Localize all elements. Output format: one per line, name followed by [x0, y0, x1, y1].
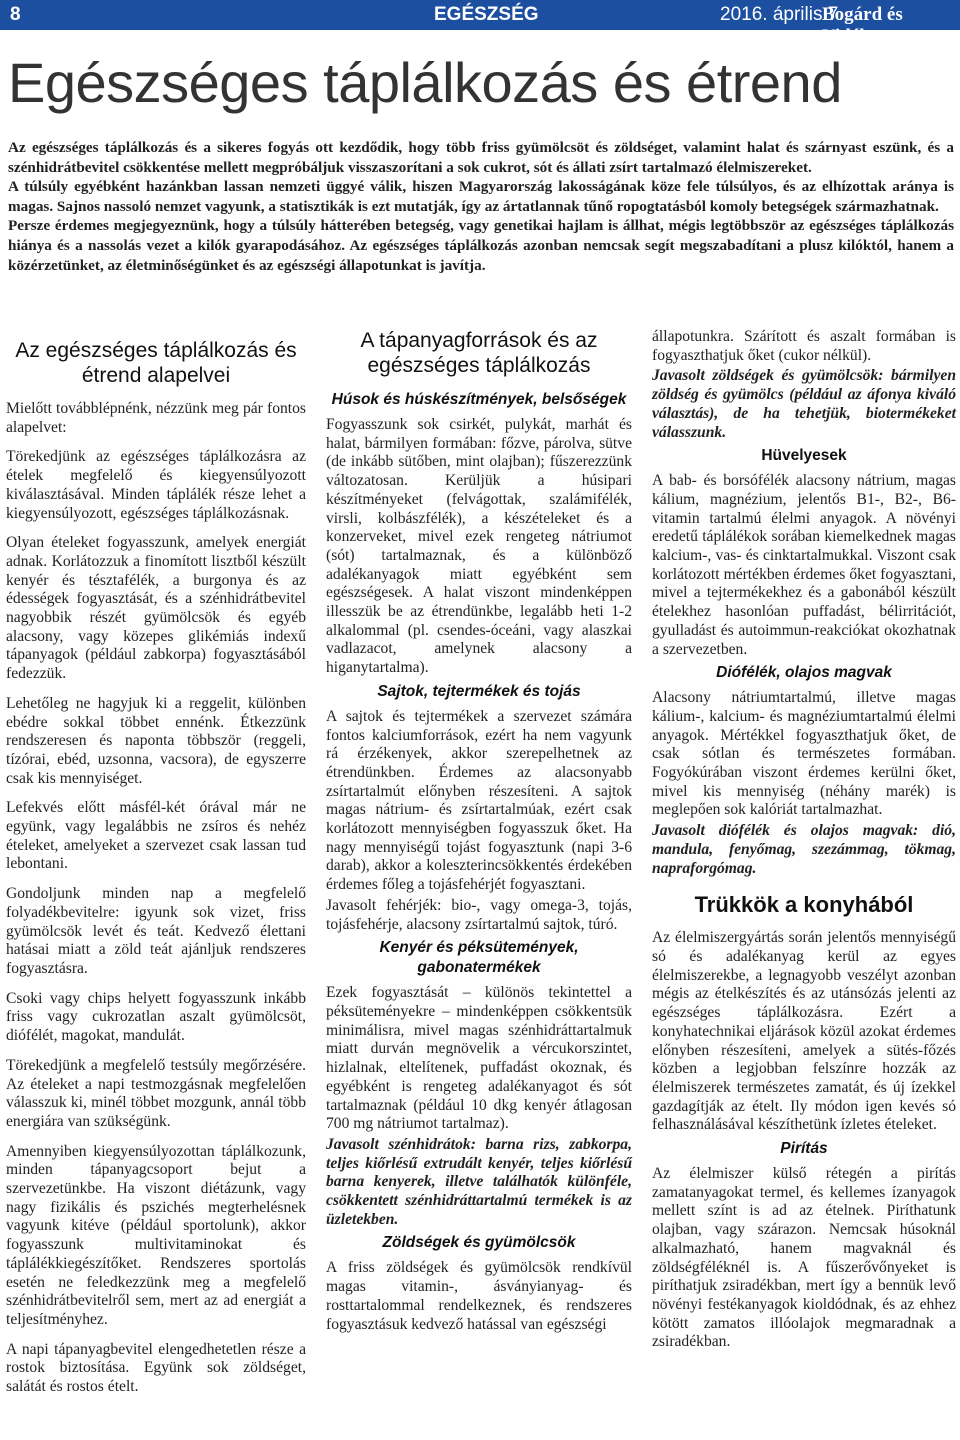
body-paragraph: Fogyasszunk sok csirkét, pulykát, marhát és halat, bármilyen formában: főzve, párolva, sütve (de inkább sütőben, mint olajban); fűszerezzünk változatosan. Kerüljük a húsipari készítményeket (felvágottak, szalámifélék, virsli, kolbászfélék), a készételeket és a konzerveket, mivel ezek rengeteg nátriumot (sót) tartalmaznak, és a különböző adalékanyagok miatt egyébként sem egészségesek. A halat viszont mindenképpen illesszük be az étrendünkbe, legalább heti 1-2 alkalommal (pl. csendes-óceáni, vagy alaszkai vadlazacot, amelynek alacsony a higanytartalma). [326, 416, 632, 677]
column-principles [6, 338, 306, 1408]
publication-name: Bogárd és Vidéke [822, 4, 903, 47]
body-paragraph: A napi tápanyagbevitel elengedhetetlen része a rostok biztosítása. Együnk sok zöldséget, salátát és rostos ételt. [6, 1340, 306, 1396]
body-paragraph: Amennyiben kiegyensúlyozottan táplálkozunk, minden tápanyagcsoport bejut a szervezetünkbe. Ha viszont diétázunk, vagy nagy fizikális és pszichés megterhelésnek vagyunk kitéve (például sportolunk), akkor fogyasszunk multivitaminokat és táplálékkiegészítőket. Rendszeres sportolás esetén ne feledkezzünk meg a megfelelő szénhidrátbevitelről sem, mert az ad energiát a teljesítményhez. [6, 1142, 306, 1328]
subheading-legumes: Hüvelyesek [761, 447, 847, 465]
body-paragraph: A friss zöldségek és gyümölcsök rendkívül magas vitamin-, ásványianyag- és rosttartalommal rendelkeznek, és rendszeres fogyasztásuk kedvező hatással van egészségi [326, 1259, 632, 1333]
body-paragraph: állapotunkra. Szárított és aszalt formában is fogyaszthatjuk őket (cukor nélkül). [652, 328, 956, 364]
body-paragraph: Az élelmiszergyártás során jelentős mennyiségű só és adalékanyag kerül az egyes élelmiszerekbe, a legnagyobb veszélyt azonban mégis az ételkészítés és az utánsózás jelenti az egészséges táplálkozásra. Ezért a konyhatechnikai eljárások közül azokat érdemes előnyben részesíteni, amelyek a sütés-főzés közben a legjobban felszínre hozzák az élelmiszerek természetes zamatát, és új ízekkel gazdagítják az ételt. Ily módon igen kevés só felhasználásával készíthetünk ízletes ételeket. [652, 929, 956, 1134]
article-lead [8, 138, 954, 275]
column-heading: Az egészséges táplálkozás és étrend alapelvei [15, 339, 297, 387]
subheading-nuts: Diófélék, olajos magvak [716, 664, 892, 682]
page-number: 8 [10, 4, 21, 25]
recommendation-note: Javasolt zöldségek és gyümölcsök: bármilyen zöldség és gyümölcs (például az áfonya kiváló választás), de ha tehetjük, biotermékeket válasszunk. [652, 367, 956, 441]
body-paragraph: Az élelmiszer külső rétegén a pirítás zamatanyagokat termel, és kellemes ízanyagok mellett színt is ad az ételnek. Piríthatunk olajban, vagy szárazon. Nemcsak húsoknál alkalmazható, hanem magvaknál és zöldségféléknél is. A fűszerővőnyeket is piríthatjuk zsiradékban, mert így a bennük levő növényi festékanyagok kioldódnak, és az ehhez kötött zamatos illóolajok megmaradnak a zsiradékban. [652, 1165, 956, 1351]
body-paragraph: Törekedjünk a megfelelő testsúly megőrzésére. Az ételeket a napi testmozgásnak megfelelően válasszuk ki, minél többet mozgunk, annál több energiára van szükségünk. [6, 1056, 306, 1130]
subheading-meat: Húsok és húskészítmények, belsőségek [331, 391, 627, 408]
body-paragraph: Alacsony nátriumtartalmú, illetve magas kálium-, kalcium- és magnéziumtartalmú élelmi anyagok. Mértékkel fogyaszthatjuk őket, de csak sótlan és természetes formában. Fogyókúrában viszont érdemes kerülni őket, mivel kis mennyiség (néhány marék) is meglepően sok kalóriát tartalmazhat. [652, 689, 956, 819]
column-legumes-kitchen [652, 328, 956, 1354]
recommendation-note: Javasolt szénhidrátok: barna rizs, zabkorpa, teljes kiőrlésű extrudált kenyér, teljes kiőrlésű barna kenyerek, illetve találhatók különféle, csökkentett szénhidráttartalmú termékek is az üzletekben. [326, 1135, 632, 1228]
article-title: Egészséges táplálkozás és étrend [8, 51, 842, 114]
body-paragraph: Lefekvés előtt másfél-két órával már ne együnk, vagy legalábbis ne zsíros és nehéz ételeket, amelyeket a szervezet csak lassan tud lebontani. [6, 799, 306, 873]
body-paragraph: Törekedjünk az egészséges táplálkozásra az ételek megfelelő és kiegyensúlyozott kiválasztásával. Minden táplálék része lehet a kiegyensúlyozott, egészséges táplálkozásnak. [6, 448, 306, 522]
body-paragraph: Olyan ételeket fogyasszunk, amelyek energiát adnak. Korlátozzuk a finomított lisztből készült kenyér és tésztafélék, a burgonya és az édességek fogyasztását, és a szénhidrátbevitel nagyobbik részét gyümölcsök és egyéb alacsony, vagy közepes glikémiás indexű tápanyagok (például zabkorpa) fogyasztásából fedezzük. [6, 534, 306, 683]
column-nutrient-sources [326, 328, 632, 1336]
body-paragraph: A bab- és borsófélék alacsony nátrium, magas kálium, magnézium, jelentős B1-, B2-, B6-vitamin tartalmú élelmi anyagok. A növényi eredetű táplálékok sorában kiemelkednek magas kalcium-, vas- és cinktartalmukkal. Viszont csak korlátozott mértékben érdemes őket fogyasztani, mivel a tejtermékekhez és a gabonából készült ételekhez hasonlóan puffadást, bélirritációt, gyulladást és autoimmun-reakciókat okozhatnak a szervezetben. [652, 472, 956, 658]
body-paragraph: Mielőtt továbblépnénk, nézzünk meg pár fontos alapelvet: [6, 400, 306, 436]
section-label: EGÉSZSÉG [434, 4, 539, 25]
subheading-vegetables: Zöldségek és gyümölcsök [382, 1234, 576, 1252]
column-heading: A tápanyagforrások és az egészséges táplálkozás [360, 329, 598, 377]
issue-date: 2016. április 7. [720, 4, 844, 25]
body-paragraph: Javasolt fehérjék: bio-, vagy omega-3, tojás, tojásfehérje, alacsony zsírtartalmú sajtok, túró. [326, 896, 632, 933]
lead-paragraph: Persze érdemes megjegyeznünk, hogy a túlsúly hátterében betegség, vagy genetikai hajlam is állhat, mégis legtöbbször az egészséges táplálkozás hiánya és a nassolás vezet a kilók gyarapodásához. Az egészséges táplálkozás azonban nemcsak segít megszabadítani a plusz kilóktól, hanem a közérzetünket, az életminőségünket és az egészségi állapotunkat is javítja. [8, 217, 954, 274]
recommendation-note: Javasolt diófélék és olajos magvak: dió, mandula, fenyőmag, szezámmag, tökmag, napraforgómag. [652, 822, 956, 877]
body-paragraph: Lehetőleg ne hagyjuk ki a reggelit, különben ebédre sokkal többet ennénk. Étkezzünk rendszeresen és naponta többször (reggeli, tízórai, ebéd, uzsonna, vacsora), de egyszerre csak kis mennyiséget. [6, 694, 306, 787]
lead-paragraph: Az egészséges táplálkozás és a sikeres fogyás ott kezdődik, hogy több friss gyümölcsöt és zöldséget, valamint halat és szárnyast eszünk, és a szénhidrátbevitel csökkentése mellett megpróbáljuk visszaszorítani a sok cukrot, sót és állati zsírt tartalmazó élelmiszereket. [8, 139, 954, 176]
subheading-bread: Kenyér és péksütemények, gabonatermékek [379, 939, 579, 977]
body-paragraph: A sajtok és tejtermékek a szervezet számára fontos kalciumforrások, ezért ha nem vagyunk rá érzékenyek, akkor szerepelhetnek az étrendünkben. Érdemes az alacsonyabb zsírtartalmút előnyben részesíteni. A sajtok magas nátrium- és zsírtartalmúak, ezért csak korlátozott mennyiségben fogyasszuk őket. Ha nagy mennyiségű tojást fogyasztunk (napi 3-6 darab), akkor a koleszterincsökkentés érdekében érdemes főleg a tojásfehérjét fogyasztani. [326, 707, 632, 894]
lead-paragraph: A túlsúly egyébként hazánkban lassan nemzeti üggyé válik, hiszen Magyarország lakosságának köze fele túlsúlyos, és az elhízottak aránya is magas. Sajnos nassoló nemzet vagyunk, a statisztikák is ezt mutatják, így az ártatlannak tűnő ropogtatásból komoly betegségek származhatnak. [8, 178, 954, 215]
subheading-roasting: Pirítás [780, 1140, 828, 1158]
body-paragraph: Csoki vagy chips helyett fogyasszunk inkább friss vagy cukrozatlan aszalt gyümölcsöt, diófélét, magokat, mandulát. [6, 989, 306, 1045]
subheading-dairy: Sajtok, tejtermékek és tojás [377, 682, 581, 700]
body-paragraph: Ezek fogyasztását – különös tekintettel a péksüteményekre – mindenképpen csökkentsük minimálisra, mivel magas szénhidráttartalmuk miatt durván megnövelik a vércukorszintet, hizlalnak, eltelítenek, puffadást okoznak, és egyébként is rengeteg adalékanyagot és sót tartalmaznak (például 10 dkg kenyér átlagosan 700 mg nátriumot tartalmaz). [326, 984, 632, 1133]
section-heading-kitchen: Trükkök a konyhából [694, 892, 914, 918]
page-header [0, 0, 960, 47]
body-paragraph: Gondoljunk minden nap a megfelelő folyadékbevitelre: igyunk sok vizet, friss gyümölcsök levét és teát. Kedvező élettani hatásai miatt a zöld teát ajánljuk rendszeres fogyasztásra. [6, 885, 306, 977]
